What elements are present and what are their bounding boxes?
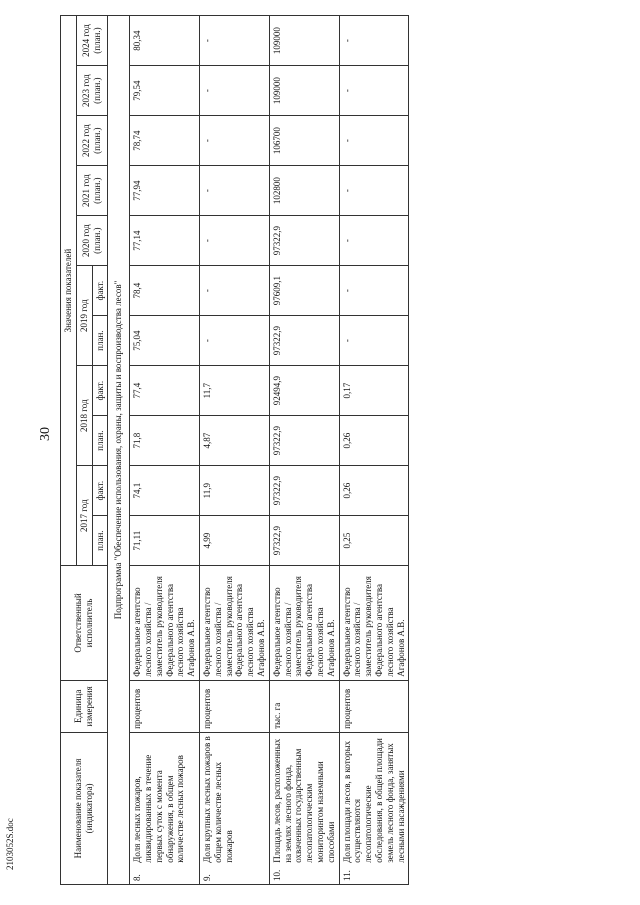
indicator-name: Доля лесных пожаров, ликвидированных в течение первых суток с момента обнаружения, в общем количестве лесных пожаров [130,732,200,865]
value-cell: 78,4 [130,266,200,316]
page-number: 30 [38,427,53,441]
indicator-name: Доля крупных лесных пожаров в общем количестве лесных пожаров [199,732,269,865]
value-cell: 11,7 [199,366,269,416]
header-2017: 2017 год [76,466,92,566]
value-cell: 4,87 [199,416,269,466]
table-row [130,16,200,885]
header-2023: 2023 год (план.) [76,66,108,116]
indicator-responsible: Федеральное агентство лесного хозяйства / заместитель руководителя Федерального агентства лесного хозяйства Агафонов А.В. [269,566,339,681]
value-cell: 74,1 [130,466,200,516]
value-cell: - [339,316,409,366]
value-cell: 77,4 [130,366,200,416]
value-cell: 0,26 [339,416,409,466]
row-index: 8. [130,866,200,885]
header-plan: план. [92,316,108,366]
value-cell: 102800 [269,166,339,216]
value-cell: - [199,166,269,216]
indicator-table [60,15,409,885]
value-cell: 79,54 [130,66,200,116]
row-index: 10. [269,866,339,885]
value-cell: 0,26 [339,466,409,516]
value-cell: - [199,66,269,116]
value-cell: 78,74 [130,116,200,166]
table-row [199,16,269,885]
value-cell: 77,14 [130,216,200,266]
row-index: 11. [339,866,409,885]
value-cell: - [199,316,269,366]
header-fact: факт. [92,266,108,316]
indicator-name: Площадь лесов, расположенных на землях лесного фонда, охваченных государственным лесопатологическим мониторингом наземными способами [269,732,339,865]
value-cell: - [339,16,409,66]
indicator-unit: процентов [130,680,200,732]
header-2020: 2020 год (план.) [76,216,108,266]
value-cell: - [339,66,409,116]
indicator-name: Доля площади лесов, в которых осуществляются лесопатологические обследования, в общей площади земель лесного фонда, занятых лесными насаждениями [339,732,409,865]
value-cell: 97322,9 [269,316,339,366]
value-cell: 0,25 [339,516,409,566]
indicator-unit: процентов [199,680,269,732]
header-responsible: Ответственный исполнитель [61,566,108,681]
indicator-responsible: Федеральное агентство лесного хозяйства / заместитель руководителя Федерального агентства лесного хозяйства Агафонов А.В. [130,566,200,681]
header-fact: факт. [92,466,108,516]
value-cell: 4,99 [199,516,269,566]
table-row [269,16,339,885]
value-cell: 77,94 [130,166,200,216]
value-cell: 71,11 [130,516,200,566]
header-fact: факт. [92,366,108,416]
header-2018: 2018 год [76,366,92,466]
indicator-responsible: Федеральное агентство лесного хозяйства / заместитель руководителя Федерального агентства лесного хозяйства Агафонов А.В. [339,566,409,681]
value-cell: - [339,266,409,316]
table-row [339,16,409,885]
indicator-responsible: Федеральное агентство лесного хозяйства / заместитель руководителя Федерального агентства лесного хозяйства Агафонов А.В. [199,566,269,681]
indicator-unit: процентов [339,680,409,732]
header-2022: 2022 год (план.) [76,116,108,166]
indicator-table-wrapper [60,15,640,885]
header-2024: 2024 год (план.) [76,16,108,66]
value-cell: 109000 [269,66,339,116]
value-cell: 97322,9 [269,516,339,566]
value-cell: 71,8 [130,416,200,466]
subprogram-title: Подпрограмма "Обеспечение использования, охраны, защиты и воспроизводства лесов" [108,16,130,885]
header-name: Наименование показателя (индикатора) [61,732,108,884]
value-cell: 106700 [269,116,339,166]
header-plan: план. [92,416,108,466]
value-cell: - [199,116,269,166]
value-cell: - [199,266,269,316]
value-cell: 11,9 [199,466,269,516]
value-cell: - [199,16,269,66]
value-cell: 97322,9 [269,416,339,466]
row-index: 9. [199,866,269,885]
value-cell: - [339,216,409,266]
value-cell: 97609,1 [269,266,339,316]
value-cell: 80,34 [130,16,200,66]
value-cell: 97322,9 [269,216,339,266]
header-unit: Единица измерения [61,680,108,732]
value-cell: 97322,9 [269,466,339,516]
header-values: Значения показателей [61,16,77,566]
value-cell: - [339,116,409,166]
document-footer: 2103052S.doc [5,818,15,870]
header-2021: 2021 год (план.) [76,166,108,216]
value-cell: - [199,216,269,266]
value-cell: 0,17 [339,366,409,416]
header-plan: план. [92,516,108,566]
indicator-unit: тыс. га [269,680,339,732]
value-cell: - [339,166,409,216]
value-cell: 75,04 [130,316,200,366]
header-2019: 2019 год [76,266,92,366]
value-cell: 92494,9 [269,366,339,416]
value-cell: 109000 [269,16,339,66]
